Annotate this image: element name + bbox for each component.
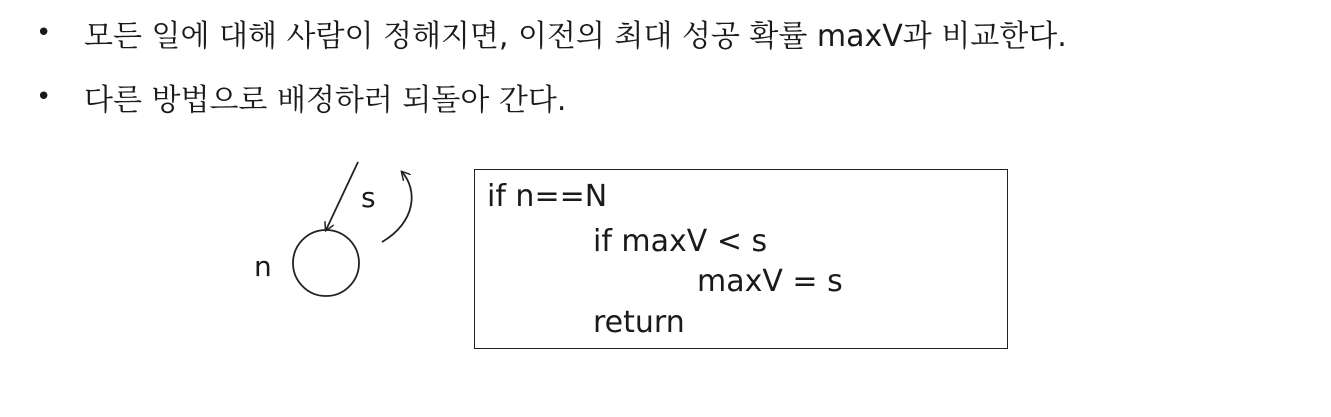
bullet-text: 다른 방법으로 배정하러 되돌아 간다. bbox=[84, 83, 567, 118]
incoming-arrow bbox=[326, 162, 358, 230]
bullet-marker: • bbox=[36, 82, 52, 112]
recursion-diagram bbox=[240, 150, 440, 320]
bullet-item-compare bbox=[28, 10, 1067, 56]
code-block bbox=[474, 169, 1008, 349]
code-line: if maxV < s bbox=[593, 224, 768, 259]
recursion-diagram-svg bbox=[240, 150, 440, 320]
bullet-text: 모든 일에 대해 사람이 정해지면, 이전의 최대 성공 확률 maxV과 비교한다. bbox=[84, 19, 1067, 54]
bullet-marker: • bbox=[36, 18, 52, 48]
bullet-item-backtrack bbox=[28, 74, 566, 120]
code-line: maxV = s bbox=[697, 264, 843, 299]
code-line: if n==N bbox=[487, 179, 608, 214]
edge-label: s bbox=[361, 181, 376, 214]
node-circle bbox=[293, 230, 359, 296]
node-label: n bbox=[254, 250, 272, 283]
return-arrow bbox=[382, 172, 412, 242]
code-line: return bbox=[593, 305, 685, 340]
